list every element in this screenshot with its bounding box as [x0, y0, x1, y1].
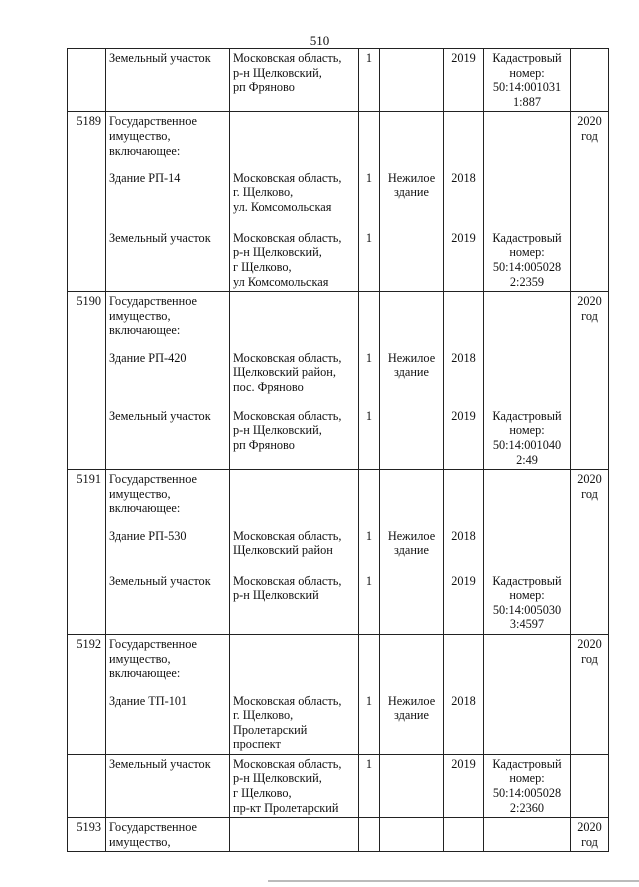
table-row — [68, 49, 609, 112]
item-cadastral-note — [484, 112, 571, 169]
item-year: 2018 — [444, 349, 484, 407]
item-quantity — [359, 112, 380, 169]
item-term — [571, 229, 609, 292]
item-address: Московская область, г. Щелково, Пролетарский проспект — [230, 692, 359, 755]
item-year — [444, 470, 484, 527]
item-cadastral-note: Кадастровый номер: 50:14:001040 2:49 — [484, 407, 571, 470]
item-name: Земельный участок — [106, 229, 230, 292]
item-name: Земельный участок — [106, 49, 230, 112]
item-address: Московская область, р-н Щелковский, г Щелково, пр-кт Пролетарский — [230, 754, 359, 817]
item-cadastral-note — [484, 818, 571, 852]
item-term — [571, 572, 609, 635]
table-row — [68, 112, 609, 169]
item-term: 2020 год — [571, 635, 609, 692]
item-type: Нежилое здание — [380, 692, 444, 755]
row-number — [68, 349, 106, 407]
table-row — [68, 572, 609, 635]
item-cadastral-note — [484, 635, 571, 692]
item-cadastral-note: Кадастровый номер: 50:14:005030 3:4597 — [484, 572, 571, 635]
item-name: Здание РП-530 — [106, 527, 230, 572]
item-quantity — [359, 292, 380, 349]
item-term — [571, 754, 609, 817]
item-address — [230, 635, 359, 692]
item-cadastral-note: Кадастровый номер: 50:14:001031 1:887 — [484, 49, 571, 112]
page-number: 510 — [309, 33, 330, 48]
item-quantity: 1 — [359, 349, 380, 407]
item-type — [380, 112, 444, 169]
row-number — [68, 692, 106, 755]
item-term: 2020 год — [571, 470, 609, 527]
row-number: 5190 — [68, 292, 106, 349]
item-cadastral-note: Кадастровый номер: 50:14:005028 2:2360 — [484, 754, 571, 817]
item-type — [380, 229, 444, 292]
item-term — [571, 527, 609, 572]
item-address — [230, 112, 359, 169]
table-row — [68, 349, 609, 407]
item-type — [380, 407, 444, 470]
item-cadastral-note — [484, 169, 571, 229]
item-address: Московская область, р-н Щелковский, рп Фряново — [230, 407, 359, 470]
item-cadastral-note — [484, 692, 571, 755]
row-number — [68, 229, 106, 292]
item-term: 2020 год — [571, 292, 609, 349]
item-name: Земельный участок — [106, 407, 230, 470]
item-year: 2018 — [444, 527, 484, 572]
item-quantity: 1 — [359, 572, 380, 635]
item-quantity: 1 — [359, 692, 380, 755]
item-term — [571, 692, 609, 755]
scan-artifact-line — [268, 880, 639, 882]
item-address — [230, 292, 359, 349]
item-cadastral-note — [484, 470, 571, 527]
item-type — [380, 635, 444, 692]
item-year: 2019 — [444, 49, 484, 112]
item-quantity — [359, 635, 380, 692]
item-name: Здание РП-420 — [106, 349, 230, 407]
item-year: 2019 — [444, 754, 484, 817]
item-address: Московская область, р-н Щелковский — [230, 572, 359, 635]
item-term: 2020 год — [571, 112, 609, 169]
item-term — [571, 169, 609, 229]
table-row — [68, 818, 609, 852]
item-type: Нежилое здание — [380, 527, 444, 572]
item-type — [380, 754, 444, 817]
item-address: Московская область, Щелковский район, пос. Фряново — [230, 349, 359, 407]
item-quantity: 1 — [359, 754, 380, 817]
row-number — [68, 49, 106, 112]
item-year — [444, 112, 484, 169]
item-cadastral-note: Кадастровый номер: 50:14:005028 2:2359 — [484, 229, 571, 292]
item-quantity — [359, 818, 380, 852]
item-quantity — [359, 470, 380, 527]
item-type — [380, 470, 444, 527]
item-term — [571, 49, 609, 112]
item-address — [230, 818, 359, 852]
table-row — [68, 292, 609, 349]
item-quantity: 1 — [359, 49, 380, 112]
table-row — [68, 754, 609, 817]
item-year: 2019 — [444, 407, 484, 470]
item-name: Государственное имущество, — [106, 818, 230, 852]
table-row — [68, 527, 609, 572]
item-year — [444, 292, 484, 349]
item-year — [444, 818, 484, 852]
table-row — [68, 407, 609, 470]
item-type — [380, 292, 444, 349]
item-name: Государственное имущество, включающее: — [106, 635, 230, 692]
row-number — [68, 572, 106, 635]
row-number: 5189 — [68, 112, 106, 169]
row-number — [68, 169, 106, 229]
item-address: Московская область, Щелковский район — [230, 527, 359, 572]
row-number — [68, 527, 106, 572]
property-table — [67, 48, 609, 852]
table-row — [68, 635, 609, 692]
item-year — [444, 635, 484, 692]
item-address — [230, 470, 359, 527]
item-cadastral-note — [484, 292, 571, 349]
item-term — [571, 349, 609, 407]
item-type: Нежилое здание — [380, 169, 444, 229]
table-row — [68, 692, 609, 755]
item-quantity: 1 — [359, 527, 380, 572]
item-type — [380, 49, 444, 112]
item-quantity: 1 — [359, 229, 380, 292]
row-number: 5191 — [68, 470, 106, 527]
item-year: 2018 — [444, 692, 484, 755]
item-year: 2018 — [444, 169, 484, 229]
table-row — [68, 470, 609, 527]
table-row — [68, 229, 609, 292]
row-number — [68, 754, 106, 817]
item-name: Государственное имущество, включающее: — [106, 292, 230, 349]
item-address: Московская область, р-н Щелковский, рп Фряново — [230, 49, 359, 112]
row-number — [68, 407, 106, 470]
item-type: Нежилое здание — [380, 349, 444, 407]
item-type — [380, 818, 444, 852]
item-year: 2019 — [444, 572, 484, 635]
item-cadastral-note — [484, 349, 571, 407]
item-address: Московская область, г. Щелково, ул. Комсомольская — [230, 169, 359, 229]
item-name: Государственное имущество, включающее: — [106, 112, 230, 169]
item-address: Московская область, р-н Щелковский, г Щелково, ул Комсомольская — [230, 229, 359, 292]
item-type — [380, 572, 444, 635]
item-cadastral-note — [484, 527, 571, 572]
item-term — [571, 407, 609, 470]
item-name: Государственное имущество, включающее: — [106, 470, 230, 527]
item-name: Земельный участок — [106, 572, 230, 635]
item-name: Здание ТП-101 — [106, 692, 230, 755]
row-number: 5193 — [68, 818, 106, 852]
item-quantity: 1 — [359, 407, 380, 470]
item-term: 2020 год — [571, 818, 609, 852]
table-row — [68, 169, 609, 229]
item-year: 2019 — [444, 229, 484, 292]
item-name: Земельный участок — [106, 754, 230, 817]
row-number: 5192 — [68, 635, 106, 692]
item-quantity: 1 — [359, 169, 380, 229]
item-name: Здание РП-14 — [106, 169, 230, 229]
